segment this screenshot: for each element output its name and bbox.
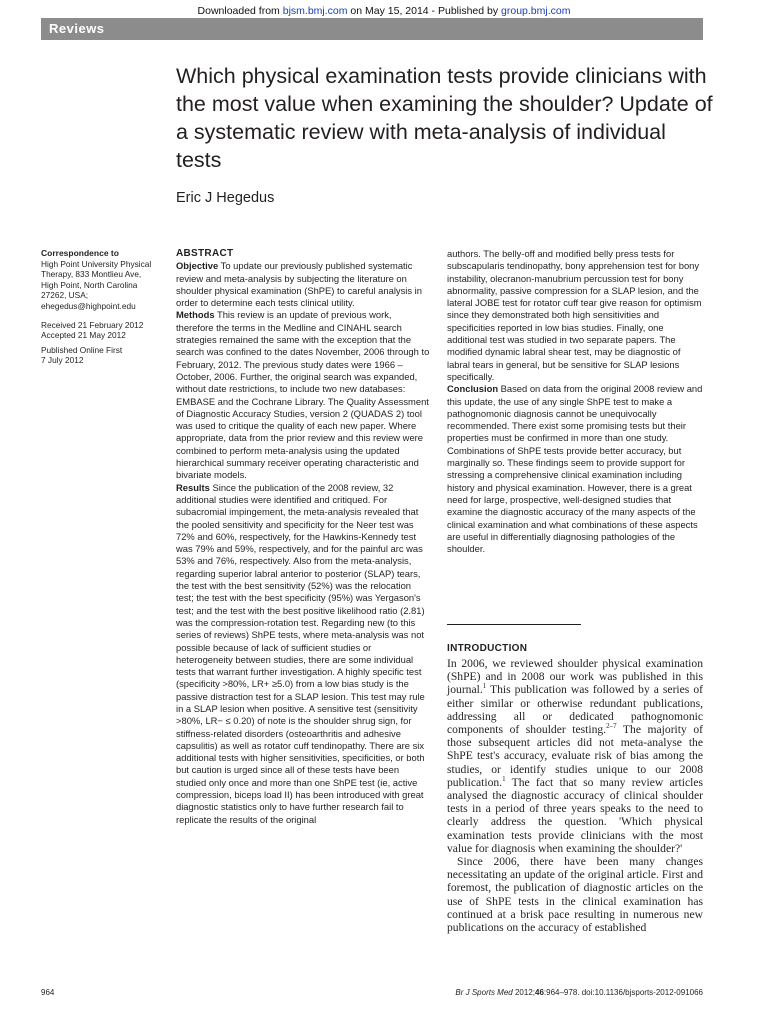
objective-text: To update our previously published systematic review and meta-analysis by subjecting the literature on shoulder physical examination (ShPE) to careful analysis in order to determine each tests clinical utility. [176, 260, 422, 309]
abstract-conclusion [447, 383, 703, 555]
introduction-paragraph: In 2006, we reviewed shoulder physical examination (ShPE) and in 2008 our work was published in this journal.$^1$ This publication was followed by a series of either similar or otherwise redundant publications, addressing all or dedicated pathognomonic components of shoulder testing.$^{2-7}$ The majority of those subsequent articles did not meta-analyse the ShPE test's accuracy, evaluate risk of bias among the studies, or identify studies unique to our 2008 publication.$^1$ The fact that so many review articles analysed the diagnostic accuracy of clinical shoulder tests in a period of three years speaks to the need to clearly address the question. 'Which physical examination tests provide clinicians with the most value for diagnosis when examining the shoulder?' [447, 657, 704, 855]
methods-text: This review is an update of previous work, therefore the terms in the Medline and CINAHL search strategies remained the same with the exception that the search was confined to the dates November, 2006 through to February, 2012. The previous study dates were 1966 – October, 2006. Further, the original search was expanded, without date restrictions, to include two new databases: EMBASE and the Cochrane Library. The Quality Assessment of Diagnostic Accuracy Studies, version 2 (QUADAS 2) tool was used to critique the quality of each new paper. Where appropriate, data from the prior review and this review were combined to perform meta-analysis using the updated hierarchical summary receiver operating characteristic and bivariate models. [176, 309, 430, 481]
results-text: Since the publication of the 2008 review, 32 additional studies were identified and critiqued. For subacromial impingement, the meta-analysis revealed that the pooled sensitivity and specificity for the Neer test was 72% and 60%, respectively, for the Hawkins-Kennedy test was 79% and 59%, respectively, and for the painful arc was 53% and 76%, respectively. Also from the meta-analysis, regarding superior labral anterior to posterior (SLAP) tears, the test with the best sensitivity (52%) was the relocation test; the test with the best specificity (95%) was Yergason's test; and the test with the best positive likelihood ratio (2.81) was the compression-rotation test. Regarding new (to this series of reviews) ShPE tests, where meta-analysis was not possible because of lack of sufficient studies or heterogeneity between studies, there are some individual tests that warrant further investigation. A highly specific test (specificity >80%, LR+ ≥5.0) from a low bias study is the passive distraction test for a SLAP lesion. This test may rule in a SLAP lesion when positive. A sensitive test (sensitivity >80%, LR− ≤ 0.20) of note is the shoulder shrug sign, for stiffness-related disorders (osteoarthritis and adhesive capsulitis) as well as rotator cuff tendinopathy. There are six additional tests with higher sensitivities, specificities, or both but caution is urged since all of these tests have been studied only once and more than one ShPE test (ie, active compression, biceps load II) has been introduced with great diagnostic statistics only to have further research fail to replicate the results of the original [176, 481, 425, 825]
results-label: Results [176, 481, 210, 493]
download-notice [0, 5, 768, 17]
publisher-link[interactable]: group.bmj.com [501, 5, 571, 17]
abstract-column-right [447, 248, 703, 555]
reference-1[interactable]: 1 [482, 682, 487, 691]
author-name: Eric J Hegedus [176, 190, 275, 206]
introduction-paragraph: Since 2006, there have been many changes necessitating an update of the original article. First and foremost, the publication of diagnostic articles on the use of ShPE tests in the clinical examination has continued at a brisk pace resulting in numerous new publications on the accuracy of established [447, 855, 703, 935]
published-online-label: Published Online First [41, 344, 123, 355]
abstract-results [176, 482, 430, 826]
results-continued: authors. The belly-off and modified belly press tests for subscapularis tendinopathy, bony apprehension test for bony instability, olecranon-manubrium percussion test for bony abnormality, passive compression for a SLAP lesion, and the lateral JOBE test for rotator cuff tear give reason for optimism since they demonstrated both high sensitivities and specificities reported in low bias studies. Finally, one additional test was studied in two separate papers. The modified dynamic labral shear test, may be diagnostic of labral tears in general, but be sensitive for SLAP lesions specifically. [447, 248, 702, 382]
published-online-date: 7 July 2012 [41, 355, 84, 366]
article-title: Which physical examination tests provide clinicians with the most value when examining the shoulder? Update of a systematic review with meta-analysis of individual tests [176, 64, 713, 172]
accepted-date: Accepted 21 May 2012 [41, 330, 126, 341]
abstract-objective [176, 260, 430, 309]
citation-year: 2012; [512, 988, 535, 997]
correspondence-email: ehegedus@highpoint.edu [41, 300, 136, 311]
abstract-divider [447, 624, 581, 625]
correspondence-line: Therapy, 833 Montlieu Ave, [41, 269, 142, 280]
section-banner: Reviews [41, 18, 703, 40]
citation-pages-doi: :964–978. doi:10.1136/bjsports-2012-091066 [543, 988, 703, 997]
article-info-sidebar [41, 248, 156, 366]
download-prefix: Downloaded from [197, 5, 283, 17]
citation-volume: 46 [535, 988, 544, 997]
introduction-heading: INTRODUCTION [447, 643, 528, 654]
abstract-methods [176, 309, 430, 481]
citation-footer [455, 988, 703, 997]
conclusion-label: Conclusion [447, 383, 499, 395]
journal-name: Br J Sports Med [455, 988, 513, 997]
methods-label: Methods [176, 309, 215, 321]
page-number: 964 [41, 988, 55, 997]
abstract-heading: ABSTRACT [176, 248, 234, 259]
reference-1b[interactable]: 1 [502, 774, 506, 783]
introduction-body [447, 657, 703, 934]
correspondence-line: 27262, USA; [41, 290, 89, 301]
objective-label: Objective [176, 260, 219, 272]
conclusion-text: Based on data from the original 2008 review and this update, the use of any single ShPE test to make a pathognomonic diagnosis cannot be unequivocally recommended. There exist some promising tests but their properties must be confirmed in more than one study. Combinations of ShPE tests provide better accuracy, but marginally so. These findings seem to provide support for stressing a comprehensive clinical examination including history and physical examination. However, there is a great need for large, prospective, well-designed studies that examine the diagnostic accuracy of the many aspects of the clinical examination and what combinations of these aspects are useful in differentially diagnosing pathologies of the shoulder. [447, 383, 703, 555]
reference-2-7[interactable]: 2–7 [606, 722, 617, 731]
correspondence-line: High Point, North Carolina [41, 279, 138, 290]
correspondence-heading: Correspondence to [41, 248, 119, 258]
correspondence-line: High Point University Physical [41, 258, 152, 269]
received-date: Received 21 February 2012 [41, 319, 144, 330]
abstract-column-left [176, 248, 430, 826]
site-link[interactable]: bjsm.bmj.com [282, 5, 348, 17]
download-middle: on May 15, 2014 - Published by [347, 5, 502, 17]
